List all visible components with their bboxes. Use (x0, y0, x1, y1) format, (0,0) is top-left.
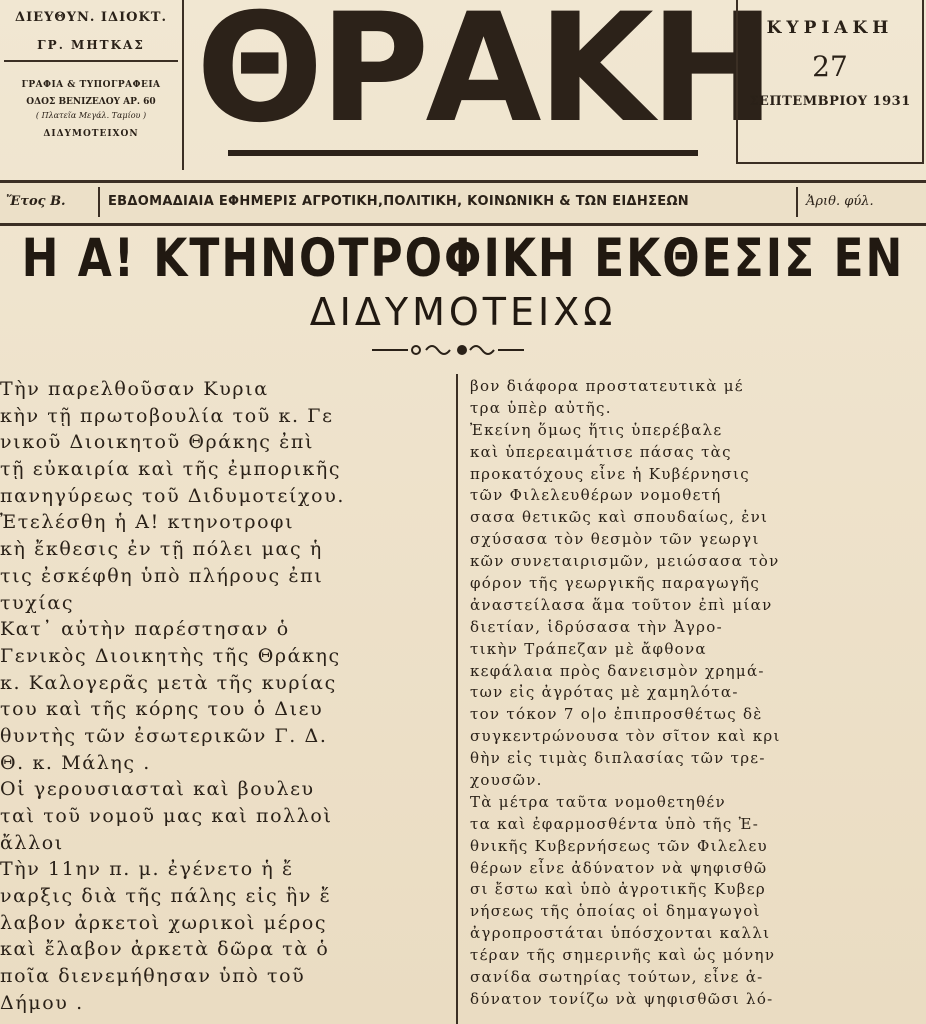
article-text-line: θὴν εἰς τιμὰς διπλασίας τῶν τρε- (470, 749, 766, 768)
article-text-line: ἄλλοι (0, 831, 64, 854)
article-text-line: Ἐτελέσθη ἡ Α! κτηνοτροφι (0, 511, 295, 534)
city: ΔΙΔΥΜΟΤΕΙΧΟΝ (43, 129, 139, 139)
article-text-line: των εἰς ἀγρότας μὲ χαμηλότα- (470, 683, 739, 702)
address: ΟΔΟΣ ΒΕΝΙΖΕΛΟΥ ΑΡ. 60 (26, 97, 156, 107)
article-text-line: Τὰ μέτρα ταῦτα νομοθετηθέν (470, 792, 726, 811)
article-text-line: χουσῶν. (470, 771, 543, 790)
director-label: ΔΙΕΥΘΥΝ. ΙΔΙΟΚΤ. (15, 10, 167, 25)
article-text-line: θέρων εἶνε ἀδύνατον νὰ ψηφισθῶ (470, 858, 768, 877)
article-text-line: κεφάλαια πρὸς δανεισμὸν χρημά- (470, 661, 765, 680)
article-column-left (0, 376, 440, 1017)
article-text-line: Τὴν παρελθοῦσαν Κυρια (0, 378, 269, 400)
article-text-line: Γενικὸς Διοικητὴς τῆς Θράκης (0, 644, 341, 667)
article-text-line: καὶ ὑπερεαιμάτισε πάσας τὰς (470, 442, 732, 461)
article-text-line: δύνατον τονίζω νὰ ψηφισθῶσι λό- (470, 989, 774, 1008)
article-text-line: κὴ ἔκθεσις ἐν τῇ πόλει μας ἡ (0, 538, 323, 561)
article-text-line: προκατόχους εἶνε ἡ Κυβέρνησις (470, 464, 750, 483)
article-text-line: φόρον τῆς γεωργικῆς παραγωγῆς (470, 574, 761, 593)
article-text-line: ναρξις διὰ τῆς πάλης εἰς ἣν ἔ (0, 885, 332, 908)
issue-label: Ἀριθ. φύλ. (806, 194, 874, 209)
address-note: ( Πλατεῖα Μεγάλ. Ταμίου ) (35, 111, 147, 120)
article-text-line: τῶν Φιλελευθέρων νομοθετή (470, 486, 722, 505)
newspaper-title: ΘΡΑΚΗ (196, 0, 772, 156)
article-text-line: πανηγύρεως τοῦ Διδυμοτείχου. (0, 484, 345, 507)
article-text-line: τον τόκον 7 ο|ο ἐπιπροσθέτως δὲ (470, 705, 763, 724)
publisher-box (0, 0, 184, 170)
article-text-line: ἀναστείλασα ἅμα τοῦτον ἐπὶ μίαν (470, 595, 773, 614)
director-name: ΓΡ. ΜΗΤΚΑΣ (37, 38, 145, 52)
article-text-line: τέραν τῆς σημερινῆς καὶ ὡς μόνην (470, 946, 776, 965)
article-text-line: κῶν συνεταιρισμῶν, μειώσασα τὸν (470, 552, 780, 571)
ornament-icon (370, 338, 526, 362)
article-text-line: διετίαν, ἱδρύσασα τὴν Ἀγρο- (470, 617, 723, 636)
publisher-divider (4, 60, 178, 62)
article-text-line: νήσεως τῆς ὁποίας οἱ δημαγωγοὶ (470, 902, 761, 921)
article-text-line: Θ. κ. Μάλης . (0, 751, 151, 774)
headline-line-2: ΔΙΔΥΜΟΤΕΙΧΩ (309, 290, 617, 334)
strip-divider-left (98, 187, 100, 217)
article-text-line: ταὶ τοῦ νομοῦ μας καὶ πολλοὶ (0, 805, 333, 827)
day-name: ΚΥΡΙΑΚΗ (766, 18, 894, 38)
masthead (0, 0, 926, 178)
article-text-line: κ. Καλογερᾶς μετὰ τῆς κυρίας (0, 671, 337, 694)
year-label: Ἔτος Β. (6, 194, 66, 209)
article-text-line: Κατ᾽ αὐτὴν παρέστησαν ὁ (0, 618, 290, 641)
article-text-line: τυχίας (0, 591, 75, 614)
article-text-line: συγκεντρώνουσα τὸν σῖτον καὶ κρι (470, 727, 781, 746)
article-text-line: τα καὶ ἐφαρμοσθέντα ὑπὸ τῆς Ἐ- (470, 814, 760, 833)
article-text-line: του καὶ τῆς κόρης του ὁ Διευ (0, 698, 324, 721)
article-text-line: νικοῦ Διοικητοῦ Θράκης ἐπὶ (0, 431, 315, 454)
article-text-line: σασα θετικῶς καὶ σπουδαίως, ἐνι (470, 508, 769, 527)
article-text-line: Τὴν 11ην π. μ. ἐγένετο ἡ ἔ (0, 858, 294, 881)
article-text-line: ποῖα διενεμήθησαν ὑπὸ τοῦ (0, 965, 306, 988)
offices-label: ΓΡΑΦΙΑ & ΤΥΠΟΓΡΑΦΕΙΑ (21, 80, 161, 90)
article-text-line: σχύσασα τὸν θεσμὸν τῶν γεωργι (470, 530, 760, 549)
article-text-line: βον διάφορα προστατευτικὰ μέ (470, 377, 744, 395)
article-text-line: καὶ ἔλαβον ἀρκετὰ δῶρα τὰ ὁ (0, 938, 330, 961)
article-text-line: Ἐκείνη ὅμως ἥτις ὑπερέβαλε (470, 420, 723, 439)
article-text-line: λαβον ἀρκετοὶ χωρικοὶ μέρος (0, 911, 328, 934)
strip-divider-right (796, 187, 798, 217)
date-box (736, 0, 924, 164)
article-text-line: Οἱ γερουσιασταὶ καὶ βουλευ (0, 778, 315, 801)
article-text-line: σι ἔστω καὶ ὑπὸ ἀγροτικῆς Κυβερ (470, 880, 766, 899)
day-number: 27 (812, 50, 848, 83)
article-text-line: θνικῆς Κυβερνήσεως τῶν Φιλελευ (470, 836, 768, 855)
article-text-line: τικὴν Τράπεζαν μὲ ἄφθονα (470, 639, 707, 658)
article-text-line: Δήμου . (0, 991, 84, 1014)
article-text-line: θυντὴς τῶν ἐσωτερικῶν Γ. Δ. (0, 724, 328, 747)
paper-subtitle: ΕΒΔΟΜΑΔΙΑΙΑ ΕΦΗΜΕΡΙΣ ΑΓΡΟΤΙΚΗ,ΠΟΛΙΤΙΚΗ, ΚΟΙΝΩΝΙΚΗ & ΤΩΝ ΕΙΔΗΣΕΩΝ (108, 194, 689, 209)
headline-line-1: Η Α! ΚΤΗΝΟΤΡΟΦΙΚΗ ΕΚΘΕΣΙΣ ΕΝ (21, 228, 905, 290)
article-text-line: σανίδα σωτηρίας τούτων, εἶνε ἀ- (470, 968, 764, 987)
article-text-line: κὴν τῇ πρωτοβουλία τοῦ κ. Γε (0, 404, 334, 427)
article-text-line: ἀγροπροστάται ὑπόσχονται καλλι (470, 924, 771, 943)
subtitle-strip (0, 180, 926, 226)
article-text-line: τρα ὑπὲρ αὐτῆς. (470, 398, 612, 417)
article-text-line: τῇ εὐκαιρία καὶ τῆς ἐμπορικῆς (0, 458, 342, 481)
article-text-line: τις ἐσκέφθη ὑπὸ πλήρους ἐπι (0, 564, 324, 587)
article-column-right (470, 376, 920, 1011)
title-underline (228, 150, 698, 156)
month-year: ΣΕΠΤΕΜΒΡΙΟΥ 1931 (749, 94, 911, 109)
column-divider (456, 374, 458, 1024)
